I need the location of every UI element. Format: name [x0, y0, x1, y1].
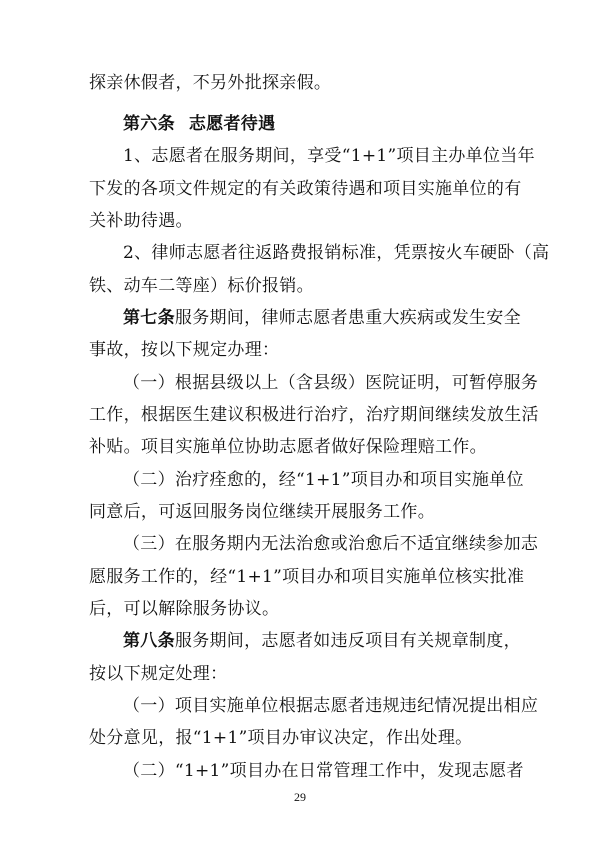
- paragraph-line: [123, 470, 524, 490]
- paragraph-line: [89, 437, 487, 457]
- article-eight-line: [123, 631, 519, 651]
- line-text: 愿服务工作的，经“1+1”项目办和项目实施单位核实批准: [89, 567, 525, 587]
- line-text: 1、志愿者在服务期间，享受“1+1”项目主办单位当年: [123, 146, 535, 166]
- paragraph-line: [123, 696, 539, 716]
- paragraph-line: [89, 73, 331, 93]
- line-text: （一）根据县级以上（含县级）医院证明，可暂停服务: [123, 373, 539, 393]
- paragraph-line: [123, 534, 539, 554]
- line-text: （二）治疗痊愈的，经“1+1”项目办和项目实施单位: [123, 470, 524, 490]
- line-text: （一）项目实施单位根据志愿者违规违纪情况提出相应: [123, 696, 539, 716]
- line-text: 探亲休假者，不另外批探亲假。: [89, 73, 332, 93]
- line-text: 2、律师志愿者往返路费报销标准，凭票按火车硬卧（高: [123, 243, 550, 263]
- page-number: 29: [294, 790, 306, 804]
- line-text: 事故，按以下规定办理：: [89, 340, 280, 360]
- paragraph-line: [89, 211, 193, 231]
- article-six-title: 志愿者待遇: [188, 114, 276, 134]
- article-six-label: 第六条: [123, 114, 175, 134]
- paragraph-line: [123, 146, 535, 166]
- line-text: 补贴。项目实施单位协助志愿者做好保险理赔工作。: [89, 437, 487, 457]
- paragraph-line: [89, 728, 472, 748]
- paragraph-line: [89, 599, 279, 619]
- paragraph-line: [89, 276, 314, 296]
- line-text: 服务期间，律师志愿者患重大疾病或发生安全: [174, 308, 521, 328]
- paragraph-line: [89, 664, 227, 684]
- article-seven-line: [123, 308, 519, 328]
- line-text: 后，可以解除服务协议。: [89, 599, 280, 619]
- paragraph-line: [89, 502, 435, 522]
- paragraph-line: [123, 243, 550, 263]
- line-text: 工作，根据医生建议积极进行治疗，治疗期间继续发放生活: [89, 405, 539, 425]
- line-text: 下发的各项文件规定的有关政策待遇和项目实施单位的有: [89, 179, 522, 199]
- paragraph-line: [89, 340, 279, 360]
- line-text: 关补助待遇。: [89, 211, 193, 231]
- line-text: 按以下规定处理：: [89, 664, 228, 684]
- line-text: 处分意见，报“1+1”项目办审议决定，作出处理。: [89, 728, 473, 748]
- article-six-heading: [123, 114, 275, 134]
- paragraph-line: [89, 567, 525, 587]
- paragraph-line: [123, 373, 539, 393]
- paragraph-line: [89, 405, 539, 425]
- article-seven-label: 第七条: [123, 308, 175, 328]
- line-text: 服务期间，志愿者如违反项目有关规章制度，: [174, 631, 521, 651]
- line-text: 同意后，可返回服务岗位继续开展服务工作。: [89, 502, 435, 522]
- article-eight-label: 第八条: [123, 631, 175, 651]
- line-text: （三）在服务期内无法治愈或治愈后不适宜继续参加志: [123, 534, 539, 554]
- paragraph-line: [123, 761, 524, 781]
- line-text: （二）“1+1”项目办在日常管理工作中，发现志愿者: [123, 761, 524, 781]
- line-text: 铁、动车二等座）标价报销。: [89, 276, 314, 296]
- paragraph-line: [89, 179, 522, 199]
